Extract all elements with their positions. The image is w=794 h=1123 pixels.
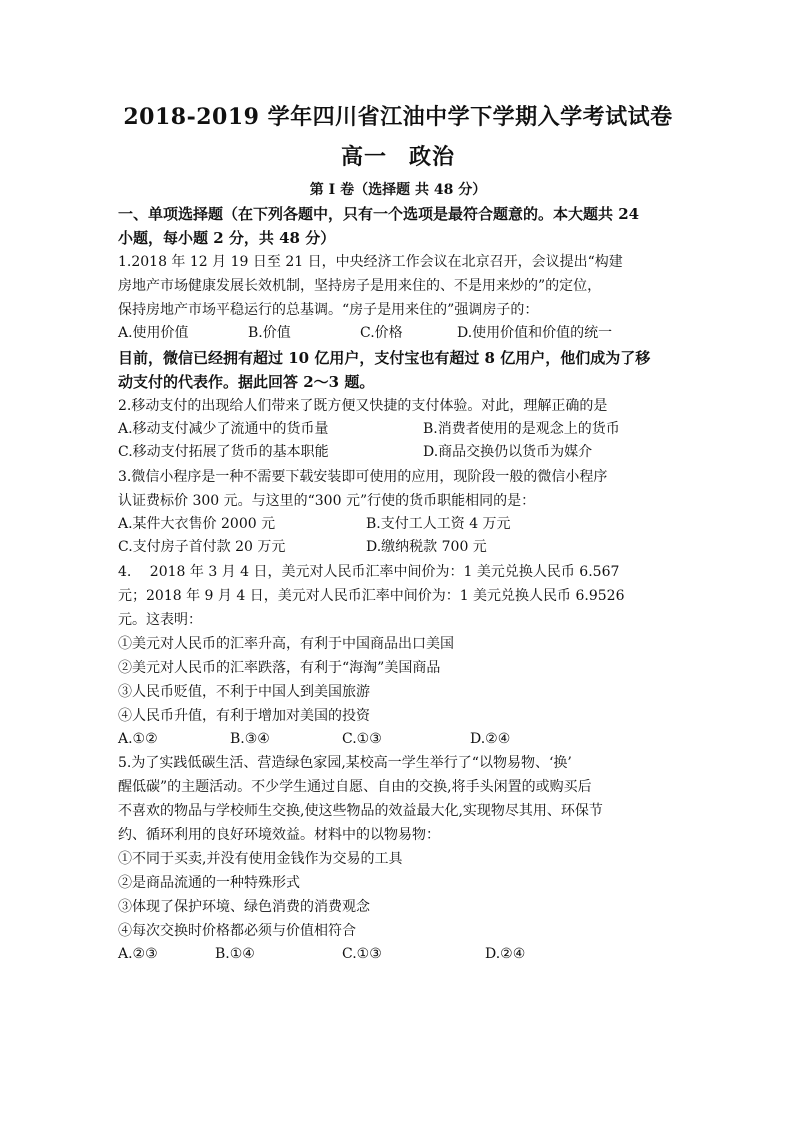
question-1-stem: 1.2018 年 12 月 19 日至 21 日，中央经济工作会议在北京召开，会议提出“构建 xyxy=(118,254,623,270)
question-4-stem: 4. 2018 年 3 月 4 日，美元对人民币汇率中间价为：1 美元兑换人民币 6.567 xyxy=(118,563,620,580)
statement-item: ③人民币贬值，不利于中国人到美国旅游 xyxy=(118,683,370,700)
question-2-options-row xyxy=(118,441,678,465)
option-d: D.②④ xyxy=(485,946,526,962)
question-5-stem: 不喜欢的物品与学校师生交换,使这些物品的效益最大化,实现物尽其用、环保节 xyxy=(118,803,603,819)
question-3-stem: 认证费标价 300 元。与这里的“300 元”行使的货币职能相同的是： xyxy=(118,492,536,509)
volume-heading: 第 I 卷（选择题 共 48 分） xyxy=(309,182,487,198)
option-b: B.支付工人工资 4 万元 xyxy=(366,515,511,532)
grade-label: 高一 xyxy=(340,144,387,170)
exam-subtitle xyxy=(118,140,678,174)
option-c: C.移动支付拓展了货币的基本职能 xyxy=(118,444,329,460)
statement-item: ①美元对人民币的汇率升高，有利于中国商品出口美国 xyxy=(118,635,454,652)
statement-item: ④人民币升值，有利于增加对美国的投资 xyxy=(118,707,370,724)
option-a: A.移动支付减少了流通中的货币量 xyxy=(118,420,329,437)
option-c: C.①③ xyxy=(342,946,382,962)
statement-item: ②是商品流通的一种特殊形式 xyxy=(118,875,300,891)
question-3-stem: 3.微信小程序是一种不需要下载安装即可使用的应用，现阶段一般的微信小程序 xyxy=(118,468,608,485)
statement-item: ②美元对人民币的汇率跌落，有利于“海淘”美国商品 xyxy=(118,659,441,676)
question-3-options-row xyxy=(118,536,678,560)
question-5-stem: 醒低碳”的主题活动。不少学生通过自愿、自由的交换,将手头闲置的或购买后 xyxy=(118,779,592,795)
section-heading: 一、单项选择题（在下列各题中，只有一个选项是最符合题意的。本大题共 24 小题，每小题 2 分，共 48 分） xyxy=(118,205,640,247)
option-d: D.使用价值和价值的统一 xyxy=(457,325,613,341)
question-2 xyxy=(118,394,678,465)
question-1-stem: 房地产市场健康发展长效机制，坚持房子是用来住的、不是用来炒的”的定位， xyxy=(118,278,602,294)
question-1-options xyxy=(118,322,678,346)
option-b: B.价值 xyxy=(248,325,291,341)
question-3-options-row xyxy=(118,513,678,537)
question-4-stem: 元。这表明： xyxy=(118,611,202,628)
question-4 xyxy=(118,560,678,752)
option-a: A.②③ xyxy=(118,946,158,962)
statement-item: ①不同于买卖,并没有使用金钱作为交易的工具 xyxy=(118,851,403,867)
question-1-stem: 保持房地产市场平稳运行的总基调。“房子是用来住的”强调房子的： xyxy=(118,302,539,318)
option-c: C.支付房子首付款 20 万元 xyxy=(118,539,286,555)
question-4-stem: 元；2018 年 9 月 4 日，美元对人民币汇率中间价为：1 美元兑换人民币 6.9526 xyxy=(118,587,625,604)
option-c: C.①③ xyxy=(342,730,382,747)
option-d: D.②④ xyxy=(470,730,511,747)
option-b: B.①④ xyxy=(215,946,255,962)
question-5-options xyxy=(118,943,678,967)
option-d: D.缴纳税款 700 元 xyxy=(366,539,487,555)
question-5-stem: 约、循环利用的良好环境效益。材料中的以物易物： xyxy=(118,827,440,843)
question-4-options xyxy=(118,728,678,752)
question-1 xyxy=(118,250,678,346)
option-b: B.③④ xyxy=(230,730,270,747)
question-2-options-row xyxy=(118,418,678,442)
subject-label: 政治 xyxy=(409,144,456,170)
exam-title: 2018-2019 学年四川省江油中学下学期入学考试试卷 xyxy=(123,104,673,130)
option-a: A.①② xyxy=(118,730,158,747)
question-2-stem: 2.移动支付的出现给人们带来了既方便又快捷的支付体验。对此，理解正确的是 xyxy=(118,397,608,414)
option-b: B.消费者使用的是观念上的货币 xyxy=(423,420,620,437)
exam-page xyxy=(118,100,678,967)
option-a: A.某件大衣售价 2000 元 xyxy=(118,515,276,532)
option-d: D.商品交换仍以货币为媒介 xyxy=(423,444,593,460)
question-5-stem: 5.为了实践低碳生活、营造绿色家园,某校高一学生举行了“以物易物、‘换’ xyxy=(118,755,572,771)
material-passage: 目前，微信已经拥有超过 10 亿用户，支付宝也有超过 8 亿用户，他们成为了移 动支付的代表作。据此回答 2～3 题。 xyxy=(118,348,651,391)
question-5 xyxy=(118,751,678,967)
statement-item: ③体现了保护环境、绿色消费的消费观念 xyxy=(118,899,370,915)
question-3 xyxy=(118,465,678,560)
option-c: C.价格 xyxy=(360,325,403,341)
option-a: A.使用价值 xyxy=(118,325,189,341)
statement-item: ④每次交换时价格都必须与价值相符合 xyxy=(118,923,356,939)
